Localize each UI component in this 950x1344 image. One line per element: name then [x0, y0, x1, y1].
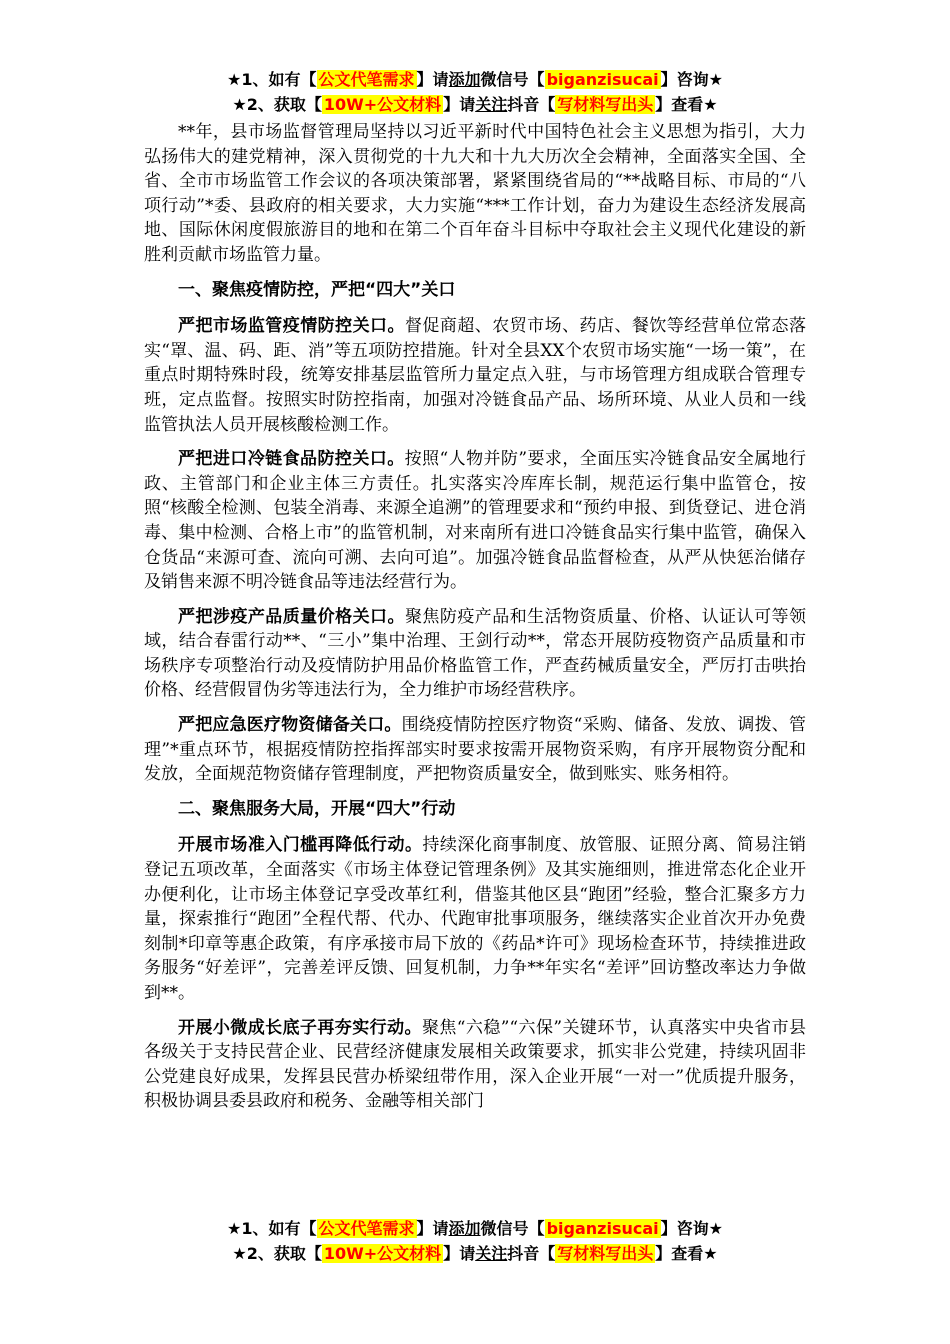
banner-text: ★1、如有【 [227, 70, 317, 89]
banner-highlight: 10W+公文材料 [323, 95, 442, 114]
banner-text: 微信号【 [480, 1219, 545, 1238]
paragraph-lead: 严把市场监管疫情防控关口。 [178, 316, 405, 337]
paragraph-lead: 开展市场准入门槛再降低行动。 [178, 835, 423, 856]
paragraph-body: 聚焦防疫产品和生活物资质量、价格、认证认可等领域，结合春雷行动**、“三小”集中治理、王剑行动**，常态开展防疫物资产品质量和市场秩序专项整治行动及疫情防护用品价格监管工作，严查药械质量安全，严厉打击哄抬价格、经营假冒伪劣等违法行为，全力维护市场经营秩序。 [144, 606, 807, 701]
banner-highlight: 公文代笔需求 [318, 1219, 415, 1238]
banner-text: 】查看★ [655, 1244, 718, 1263]
section-heading-2: 二、聚焦服务大局，开展“四大”行动 [178, 798, 456, 819]
body-clip [0, 120, 950, 1215]
banner-highlight: 公文代笔需求 [318, 70, 415, 89]
paragraph-lead: 严把涉疫产品质量价格关口。 [178, 606, 405, 627]
banner-underline: 关注 [475, 95, 508, 114]
banner-text: 】查看★ [655, 95, 718, 114]
intro-paragraph: **年，县市场监督管理局坚持以习近平新时代中国特色社会主义思想为指引，大力弘扬伟大的建党精神，深入贯彻党的十九大和十九大历次全会精神，全面落实全国、全省、全市市场监管工作会议的各项决策部署，紧紧围绕省局的“**战略目标、市局的“八项行动”*委、县政府的相关要求，大力实施“***工作计划，奋力为建设生态经济发展高地、国际休闲度假旅游目的地和在第二个百年奋斗目标中夺取社会主义现代化建设的新胜利贡献市场监管力量。 [144, 122, 806, 265]
banner-underline: 添加 [448, 70, 481, 89]
banner-text: 抖音【 [507, 95, 556, 114]
banner-highlight: biganzisucai [546, 70, 659, 89]
bottom-banner-line-1 [0, 1217, 950, 1241]
banner-text: 抖音【 [507, 1244, 556, 1263]
paragraph [144, 447, 806, 595]
banner-text: ★2、获取【 [232, 1244, 322, 1263]
banner-highlight: 写材料写出头 [557, 1244, 654, 1263]
paragraph [144, 713, 806, 787]
banner-text: 】请 [416, 70, 449, 89]
paragraph-lead: 严把应急医疗物资储备关口。 [178, 715, 402, 736]
banner-highlight: 写材料写出头 [557, 95, 654, 114]
banner-text: 】请 [416, 1219, 449, 1238]
paragraph-body: 聚焦“六稳”“六保”关键环节，认真落实中央省市县各级关于支持民营企业、民营经济健康发展相关政策要求，抓实非公党建，持续巩固非公党建良好成果，发挥县民营办桥梁纽带作用，深入企业开展“一对一”优质提升服务，积极协调县委县政府和税务、金融等相关部门 [144, 1017, 807, 1112]
section-heading-1: 一、聚焦疫情防控，严把“四大”关口 [178, 279, 456, 300]
paragraph [144, 1016, 806, 1114]
paragraph-body: 督促商超、农贸市场、药店、餐饮等经营单位常态落实“罩、温、码、距、消”等五项防控措施。针对全县XX个农贸市场实施“一场一策”，在重点时期特殊时段，统筹安排基层监管所力量定点入驻，与市场管理方组成联合管理专班，定点监督。按照实时防控指南，加强对冷链食品产品、场所环境、从业人员和一线监管执法人员开展核酸检测工作。 [144, 316, 807, 435]
bottom-banner-line-2 [0, 1242, 950, 1266]
paragraph-body: 围绕疫情防控医疗物资“采购、储备、发放、调拨、管理”*重点环节，根据疫情防控指挥部实时要求按需开展物资采购，有序开展物资分配和发放，全面规范物资储存管理制度，严把物资质量安全，做到账实、账务相符。 [144, 715, 806, 785]
paragraph-lead: 开展小微成长底子再夯实行动。 [178, 1017, 422, 1038]
banner-underline: 关注 [475, 1244, 508, 1263]
banner-text: 】咨询★ [660, 70, 723, 89]
banner-text: 】咨询★ [660, 1219, 723, 1238]
paragraph-body: 持续深化商事制度、放管服、证照分离、简易注销登记五项改革，全面落实《市场主体登记管理条例》及其实施细则，推进常态化企业开办便利化，让市场主体登记享受改革红利，借鉴其他区县“跑团”经验，整合汇聚多方力量，探索推行“跑团”全程代帮、代办、代跑审批事项服务，继续落实企业首次开办免费刻制*印章等惠企政策，有序承接市局下放的《药品*许可》现场检查环节，持续推进政务服务“好差评”，完善差评反馈、回复机制，力争**年实名“差评”回访整改率达力争做到**。 [144, 835, 807, 1003]
banner-highlight: 10W+公文材料 [323, 1244, 442, 1263]
paragraph-lead: 严把进口冷链食品防控关口。 [178, 449, 405, 470]
banner-text: 】请 [443, 95, 476, 114]
banner-text: 】请 [443, 1244, 476, 1263]
paragraph [144, 605, 806, 703]
paragraph [144, 833, 806, 1005]
banner-text: ★2、获取【 [232, 95, 322, 114]
banner-highlight: biganzisucai [546, 1219, 659, 1238]
document-body [144, 120, 806, 1124]
paragraph-body: 按照“人物并防”要求，全面压实冷链食品安全属地行政、主管部门和企业主体三方责任。扎实落实冷库库长制，规范运行集中监管仓，按照“核酸全检测、包装全消毒、来源全追溯”的管理要求和“预约申报、到货登记、进仓消毒、集中检测、合格上市”的监管机制，对来南所有进口冷链食品实行集中监管，确保入仓货品“来源可查、流向可溯、去向可追”。加强冷链食品监督检查，从严从快惩治储存及销售来源不明冷链食品等违法经营行为。 [144, 449, 806, 593]
top-banner-line-1 [0, 68, 950, 92]
banner-text: 微信号【 [480, 70, 545, 89]
paragraph [144, 314, 806, 437]
top-banner-line-2 [0, 93, 950, 117]
banner-text: ★1、如有【 [227, 1219, 317, 1238]
banner-underline: 添加 [448, 1219, 481, 1238]
